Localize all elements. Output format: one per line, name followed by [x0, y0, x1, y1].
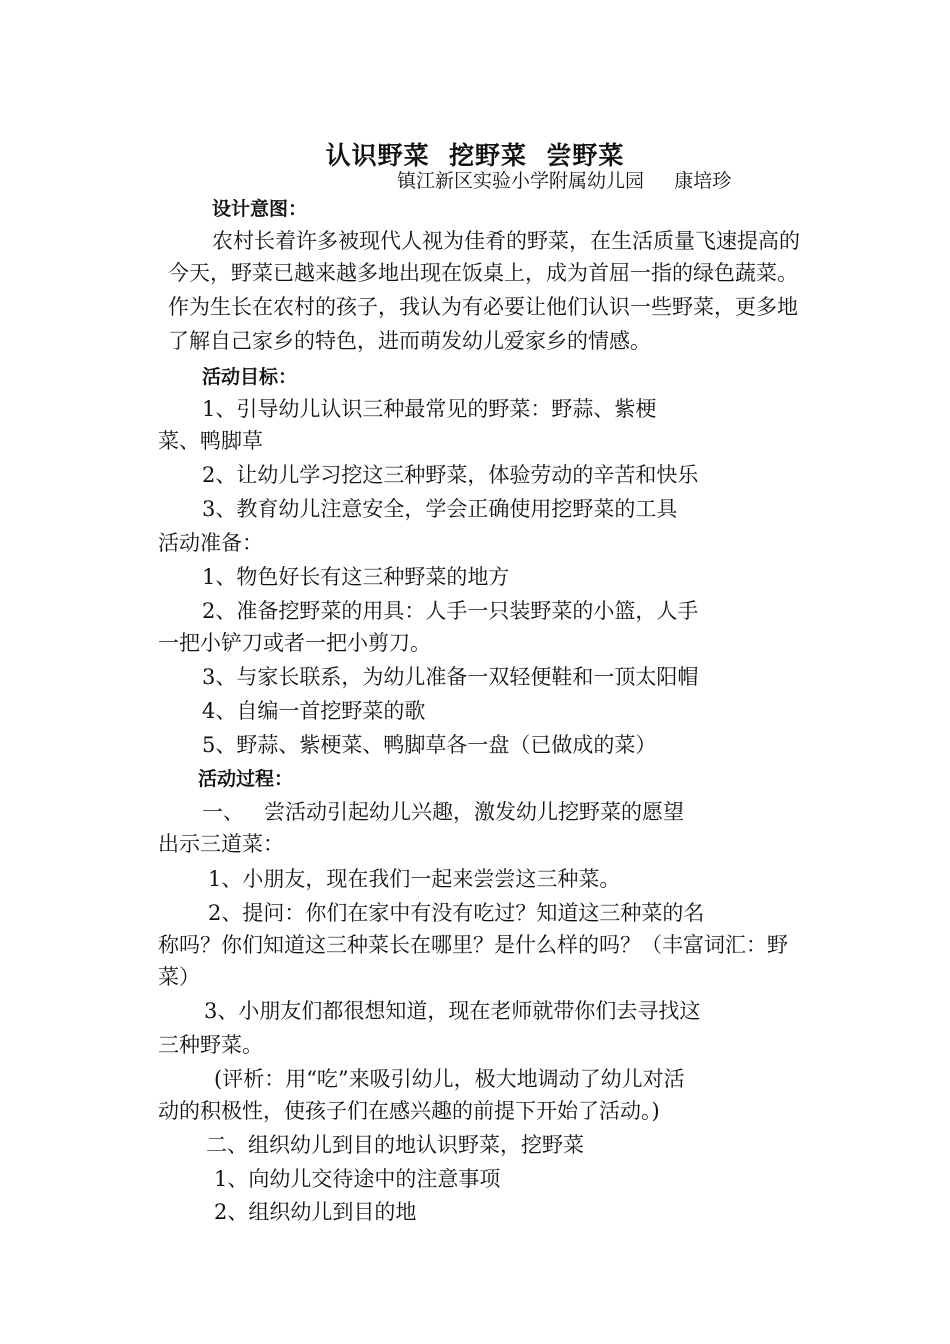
document-title: 认识野菜 挖野菜 尝野菜: [325, 141, 625, 170]
intent-line: 了解自己家乡的特色，进而萌发幼儿爱家乡的情感。: [168, 329, 651, 353]
process-line: 出示三道菜：: [158, 832, 284, 856]
intent-heading: 设计意图：: [212, 198, 308, 220]
intent-line: 作为生长在农村的孩子，我认为有必要让他们认识一些野菜，更多地: [168, 295, 798, 319]
prep-line: 2、准备挖野菜的用具：人手一只装野菜的小篮，人手: [202, 599, 699, 623]
process-line: 1、向幼儿交待途中的注意事项: [214, 1167, 501, 1191]
process-line: 3、小朋友们都很想知道，现在老师就带你们去寻找这: [204, 999, 701, 1023]
goals-line: 菜、鸭脚草: [158, 429, 263, 453]
process-line: 1、小朋友，现在我们一起来尝尝这三种菜。: [208, 867, 621, 891]
prep-line: 3、与家长联系，为幼儿准备一双轻便鞋和一顶太阳帽: [202, 665, 699, 689]
goals-heading: 活动目标：: [202, 366, 298, 388]
process-line: (评析：用“吃”来吸引幼儿，极大地调动了幼儿对活: [214, 1067, 685, 1091]
process-line: 一、 尝活动引起幼儿兴趣，激发幼儿挖野菜的愿望: [202, 800, 685, 824]
process-line: 2、组织幼儿到目的地: [214, 1200, 417, 1224]
author-byline: 镇江新区实验小学附属幼儿园 康培珍: [397, 170, 732, 192]
intent-line: 农村长着许多被现代人视为佳肴的野菜，在生活质量飞速提高的: [212, 229, 800, 253]
process-line: 二、组织幼儿到目的地认识野菜，挖野菜: [206, 1133, 584, 1157]
process-line: 2、提问：你们在家中有没有吃过？知道这三种菜的名: [208, 901, 705, 925]
prep-line: 1、物色好长有这三种野菜的地方: [202, 565, 510, 589]
process-heading: 活动过程：: [198, 768, 294, 790]
goals-line: 2、让幼儿学习挖这三种野菜，体验劳动的辛苦和快乐: [202, 463, 699, 487]
intent-line: 今天，野菜已越来越多地出现在饭桌上，成为首屈一指的绿色蔬菜。: [168, 261, 798, 285]
process-line: 动的积极性，使孩子们在感兴趣的前提下开始了活动。): [158, 1099, 660, 1123]
process-line: 三种野菜。: [158, 1033, 263, 1057]
process-line: 称吗？你们知道这三种菜长在哪里？是什么样的吗？（丰富词汇：野: [158, 933, 788, 957]
prep-line: 4、自编一首挖野菜的歌: [202, 699, 426, 723]
goals-line: 3、教育幼儿注意安全，学会正确使用挖野菜的工具: [202, 497, 678, 521]
process-line: 菜）: [158, 965, 200, 989]
prep-heading: 活动准备：: [158, 531, 263, 555]
prep-line: 一把小铲刀或者一把小剪刀。: [158, 631, 431, 655]
goals-line: 1、引导幼儿认识三种最常见的野菜：野蒜、紫梗: [202, 397, 657, 421]
prep-line: 5、野蒜、紫梗菜、鸭脚草各一盘（已做成的菜）: [202, 733, 657, 757]
